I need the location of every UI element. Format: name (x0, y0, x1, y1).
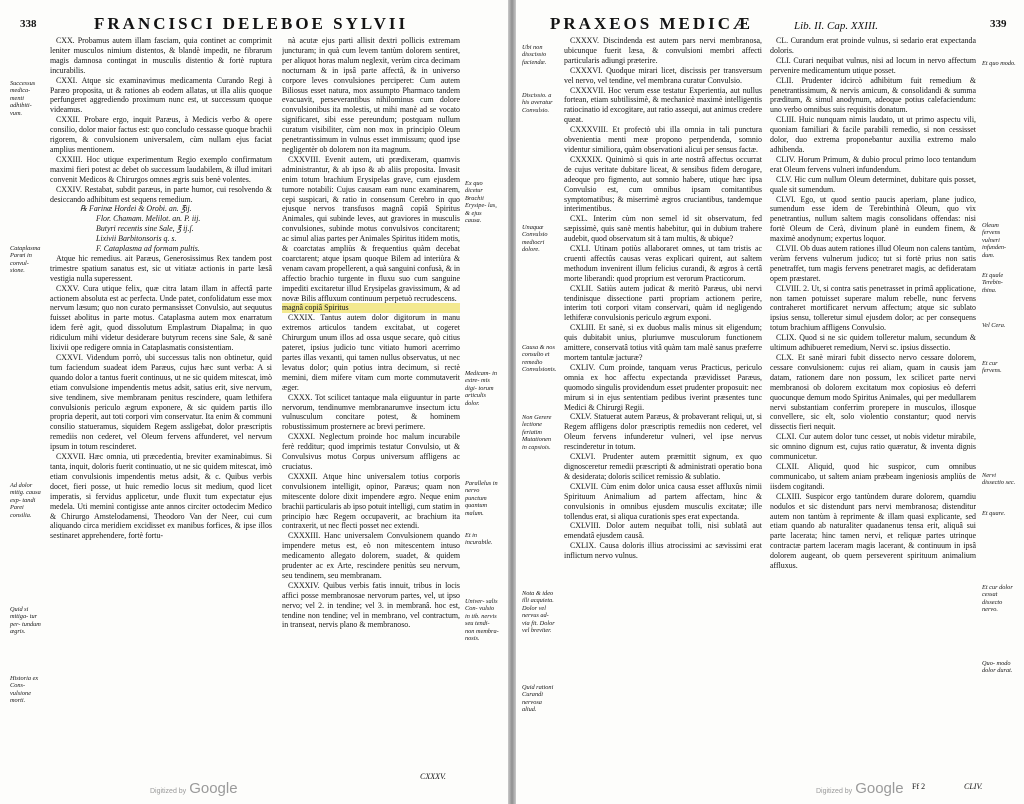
margin-note: Quo- modo dolor durat. (982, 660, 1013, 675)
paragraph: CXXIV. Restabat, subdit paræus, in parte humor, cui resolvendo & desiccando adhibitum est sequens remedium. (50, 184, 272, 204)
paragraph: CXXXV. Discindenda est autem pars nervi membranosa, ubicunque fuerit læsa, & convulsioni membri affecti particularis adiungi præterire. (564, 36, 762, 65)
margin-note: Unaquæ Convulsio mediocri dolore. (522, 224, 548, 254)
right-page (516, 0, 1024, 804)
paragraph: CXXI. Atque sic examinavimus medicamenta Curando Regi à Paræo proposita, ut & rationes ab eodem allatas, ut illa aliis quoque perfungeret aggrediendo proximum nunc est, ut successum quoque videamus. (50, 75, 272, 115)
margin-note: Nota & ideo illi acquieta. Dolor vel nervus ad- via fit. Dolor vel breviter. (522, 590, 555, 635)
paragraph: CXLIV. Cum proinde, tanquam verus Practicus, periculo omnia ex hoc affectu expectanda prævidisset Paræus, quomodo singulis providendum esset prudenter proposuit: nec mirum si in ejus sententiam pedibus iverint præsentes tunc Medici & Chirurgi Regii. (564, 362, 762, 412)
paragraph: CXXII. Probare ergo, inquit Paræus, à Medicis verbo & opere consilio, dolor maior factus est: quo concludo cessasse quoque brachii rigorem, & convulsionem universalem, cùm nullam ejus faciat amplius mentionem. (50, 115, 272, 154)
right-margin-notes (522, 44, 560, 714)
left-column-2 (282, 36, 460, 766)
paragraph: CXX. Probamus autem illam fasciam, quia continet ac comprimit leniter musculos nimium distentos, & blandè impedit, ne fibrarum magis damnosa contingat in musculis distentio & fortè ruptura incurabilis. (50, 36, 272, 75)
margin-note: Et quale Terebin- thina. (982, 272, 1004, 294)
left-column-1 (50, 36, 272, 784)
paragraph: CXXIX. Tantus autem dolor digitorum in manu extremos articulos tandem excitabat, ut cogeret Chirurgum unum illos ad ossa usque secare, quò citius pateret, ipsius judicio tunc vitiato humori acerrimo partes illas vexanti, qui tamen nullus observatus, ut nec levatus dolor; quin potius intra decimum, si rectè memini, diem mifere vitam cum morte commutaverit æger. (282, 313, 460, 392)
paragraph: CXXVIII. Evenit autem, uti prædixeram, quamvis administrantur, & ab ipso & ab aliis proposita. Invasit enim totum brachium Erysipelas grave, cum ejusdem tumore notabili: Cujus causam eam nunc examinarem, cepi suspicari, & ratio in consensum Cerebro in quo ejusque nervos transfusos magnâ copiâ Spiritus Animales, qui subinde leves, aut graviores in musculis convulsiones, subinde motus convulsivos concitarent; ac simul alias partes per Animales Spiritus itidem motis, & coarctatas ampliùs & frequentius quàm decebat coarctarent; atque ipsam quoque Bilem ad interiùra & venam cavam propellerent, a quà sanguini confusà, & in affectio brachio turgente in fluxu suo cum sanguine impediti excitaretur illud Erysipelas gravissimum, & ad novæ Bilis affluxum continuum perpetuò recrudescens. (282, 154, 460, 303)
margin-note: Et cur fervens. (982, 360, 1002, 375)
margin-note: Discissio. a his averatur Convulsio. (522, 92, 553, 114)
paragraph: CXXXVIII. Et profectò ubi illa omnia in tali punctura obvenientia menti meæ propono perpendenda, somnio videntur similiora, quàm observationi alicui per sensus factæ. (564, 125, 762, 154)
paragraph: CXXVII. Hæc omnia, uti præcedentia, breviter examinabimus. Si tanta, inquit, doloris fuerit continuatio, ut ne sic quidem mitescat, imò etiam convulsionis impendentis metus adsit, & c. Quibus verbis docet, fieri posse, ut huic remedio locus sit medium, quod licet imperatis, si fervidus applicetur, unde fluxit tum expectatur ejus medela. Uti meminì contigisse ante annos circiter octodecim Medico & Chirurgo Amstelodamensi, Theodoro Van der Neer, cui cum aliquando circa meridiem excidisset ex manibus forfices, & ipse illos sestinaret apprehendere, fortè fortu- (50, 452, 272, 541)
margin-note: Historia ex Cons- vulsione morti. (10, 675, 39, 705)
paragraph: CXXXIII. Hanc universalem Convulsionem quando impendere metus est, eò non mitescentem intuso medicamento allegato dolorem, suadet, & quidem prudenter ac ex Arte, rescindere penitùs seu nervum, seu tendinem, seu membranam. (282, 531, 460, 580)
highlighted-passage: magnâ copiâ Spiritus (282, 303, 460, 313)
paragraph: Atque hic remedius. ait Paræus, Generosissimus Rex tandem post trimestre spatium sanatus est, sic ut vitiatæ actionis in parte læsâ vestigia nulla superessent. (50, 253, 272, 283)
margin-note: Nervi dissectio sec. (982, 472, 1016, 487)
right-signature: Ff 2 (912, 782, 926, 791)
margin-note: Et in incurabile. (465, 532, 493, 547)
recipe-line: ℞ Farinæ Hordei & Orobi. an. ℥ij. (80, 204, 192, 214)
left-page-number: 338 (20, 18, 37, 30)
margin-note: Et quo modo. (982, 60, 1016, 67)
google-watermark: Digitized by Google (816, 780, 904, 797)
paragraph: CLVI. Ego, ut quod sentio paucis aperiam, plane judico, sumendum esse idem de Terebinthinà Oleum, quo vix penetrantius, nullum saltem magis consolidans offendas: nisi fortè Oleum de Cerà, divinum planè in eundem finem, & maximè anodynum; expertus loquor. (770, 194, 976, 244)
paragraph: CXXVI. Videndum porrò, ubi successus talis non obtinetur, quid tum faciendum suadeat idem Paræus, cujus hæc sunt verba: A si quando dolor a tantus fuerit continuus, ut ne sic quidem mitescat, imò etiam convulsione impendentis metus adsit, satius erit, sive nervum, sive tendinem, sive membranam penitus rescindere, quam lethifera convulsionis periculo ægrum exponere, & sic quidem partis illo propria deperit, aut toti corpori vim conservatur. Ita enim & communi consilio statueramus, siquidem Regem assligebat, dolor præscriptis remediis non cederet, vel Oleum fervens affunderet, vel nervum ipsum in totum rescinderet. (50, 353, 272, 452)
paragraph: CXLVII. Cùm enim dolor unica causa esset affluxûs nimii Spirituum Animalium ad partem affectam, hinc & convulsionis in omnibus ejusdem musculis excitatæ; ille tollendus erat, si aliqua curationis spes erat expectanda. (564, 481, 762, 521)
recipe-line: Butyri recentis sine Sale, ℥ ij.ſ. (96, 224, 194, 234)
margin-note: Medicam- in extre- mis digi- torum articulis dolor. (465, 370, 497, 407)
paragraph: CXXXI. Neglectum proinde hoc malum incurabile ferè redditur; quod imprimis testatur Convulsio, ut & Convulsivus motus Corpus universum affligens ac cruciatus. (282, 432, 460, 471)
margin-note: Non Gerere lectione feriatim Mutationen in capsiois. (522, 414, 552, 451)
paragraph: CXLIX. Causa doloris illius atrocissimi ac sævissimi erat inflictum nervo vulnus. (564, 541, 762, 561)
paragraph: CXXXII. Atque hinc universalem totius corporis convulsionem intelligit, opinor, Paræus; quam non mitescente dolore dixit impendere ægro. Neque enim brachii particularis ab ipso potuit intelligi, cum statim in principio hæc Regem occupaverit, ac brachium ita contraxerit, ut nec flecti posset nec extendi. (282, 471, 460, 531)
margin-note: Cataplasma Parœi in convul- sione. (10, 245, 41, 275)
margin-note: Et cur dolor cessat dissecto nervo. (982, 584, 1013, 614)
margin-note: Ex quo dicetur Brachii Erysipe- las, & ejus causa. (465, 180, 497, 225)
book-gutter (508, 0, 516, 804)
left-margin-notes (10, 80, 46, 705)
paragraph: CLI. Curari nequibat vulnus, nisi ad locum in nervo affectum pervenire medicamentum utique posset. (770, 55, 976, 75)
margin-note: Successus medica- menti adhibiti- vum. (10, 80, 36, 117)
recipe-line: F. Cataplasma ad formam pultis. (96, 244, 200, 254)
right-page-number: 339 (990, 18, 1007, 30)
margin-note: Causa & nos consulto et remedio Convulsionis. (522, 344, 557, 374)
recipe-line: Flor. Chamam. Melilot. an. P. iij. (96, 214, 201, 224)
paragraph: CXLI. Utinam potiùs allaboraret omnes, ut tam tristis ac cruenti affectûs causas veras explicari quirent, aut saltem methodum invenirent illum felicius curandi, & ægros à certâ morte liberandi: quod proprium est verorum Practicorum. (564, 244, 762, 283)
paragraph: CLIX. Quod si ne sic quidem tolleretur malum, secundum & ultimum adhibueret remedium, Nervi sc. ipsius dissectio. (770, 333, 976, 353)
paragraph: CLII. Prudenter idcircò adhibitum fuit remedium & penetrantissimum, & nervis amicum, & consolidandi & summa præditum, & simul anodynum, adeoque potius calefaciendum: uno verbo omnibus suis requisitis donatum. (770, 75, 976, 115)
margin-note: Parallelus in nervo punctum quantum malum. (465, 480, 498, 517)
paragraph: CXXV. Cura utique felix, quæ citra latam illam in affectâ parte actionem absoluta est ac perfecta. Unde patet, confolidatum esse mox nervum læsum; quo non curato permansisset Convulsio, aut sequutus fuisset abolitus in parte motus. Cataplasma autem mox enarratum idem ferè agit, quod dissolutum Emplastrum Diapalma; in quo ridiculum mihi videtur desiderare butyrum recens sine Sale, & sanè lixivii ope redigere omnia in Cataplasmatis consistentiam. (50, 283, 272, 353)
margin-note: Vel Cera. (982, 322, 1006, 329)
paragraph: CLV. Hic cum nullum Oleum determinet, dubitare quis posset, quale sit sumendum. (770, 174, 976, 194)
margin-note: Oleum fervens vulneri infunden- dum. (982, 222, 1007, 259)
margin-note: Univer- salis Con- vulsio in tib. nervis seu tendi- non membra- nosis. (465, 598, 499, 643)
paragraph: CXLIII. Et sanè, si ex duobus malis minus sit eligendum; quis dubitabit unius, pluriumve musculorum functionem amittere, conservatâ totius vitâ quàm tam malè sanus præferre mortem tantulæ jacturæ? (564, 323, 762, 362)
right-catchword: CLIV. (964, 782, 983, 791)
left-inner-margin-notes (465, 180, 503, 660)
recipe-line: Lixivii Barbitonsoris q. s. (96, 234, 177, 244)
margin-note: Quid si mitiga- tur per- tundum ægris. (10, 606, 41, 636)
paragraph: CXXXIV. Quibus verbis fatis innuit, tribus in locis affici posse membranosae nervorum partes, vel, ut ipso nervo; vel 2. in tendine; vel 3. in membranâ. hoc est, tendine non tendine; vel in membrano, vel contractum, in transeat, nervis plano & membranoso. (282, 580, 460, 630)
paragraph: CXLVIII. Dolor autem nequibat tolli, nisi sublatâ aut emendatâ ejusdem causâ. (564, 521, 762, 541)
right-column-2 (770, 36, 976, 788)
paragraph: CLIII. Huic nunquam nimis laudato, ut ut primo aspectu vili, quoniam familiari & facile parabili remedio, si non cessisset dolor, duo extrema proponebantur auxilia extremo malo adhibenda. (770, 115, 976, 154)
margin-note: Et quare. (982, 510, 1006, 517)
paragraph: CXXXIX. Quinimò si quis in arte nostrâ affectus occurrat de cujus veritate dubitare liceat, & sensibus fidem derogare, adeoque pro figmento, aut somnio habere, utique hæc ipsa Convulsio est, cum omnibus ipsam comitantibus symptomatibus; & miserrimè ægros cruciantibus, tandemque interimentibus. (564, 154, 762, 214)
paragraph: CXL. Interim cùm non semel id sit observatum, fed sæpissimè, quis sanè mentis habebitur, qui in dubium trahere audebit, quod observatum sit à tam multis, & ubique? (564, 214, 762, 244)
paragraph: CLXII. Aliquid, quod hic suspicor, cum omnibus communicabo, ut saltem aniam præbeam ingeniosis ampliùs de iisdem cogitandi. (770, 461, 976, 491)
paragraph: CL. Curandum erat proinde vulnus, si sedario erat expectanda doloris. (770, 36, 976, 55)
google-watermark: Digitized by Google (150, 780, 238, 797)
margin-note: Ad dolor mitig. causa exp- tandi Parei consilia. (10, 482, 41, 519)
paragraph: CXXX. Tot scilicet tantaque mala eiiguuntur in parte nervorum, tendinumve membranarumve insectum ictu vulnusculum concitare potest, & hominem robustissimum prosternere ac brevi perimere. (282, 392, 460, 432)
left-running-head: FRANCISCI DELEBOE SYLVII (94, 14, 409, 33)
paragraph: CLX. Et sanè mirari fubit dissecto nervo cessare dolorem, cessare convulsionem: cujus rei aliam, quam in causis jam datam, rationem dare non possum, lex scilicet parte nervi membranosi ob dolorem excitatum mox copiosius eò deferri quocunque demum modo Spiritus Animales, qui per medullarem nervi substantiam conferrim prorepere in musculos, illosque convellere, sic elt, solo violentio constantur; quod nervis dissectis fieri nequit. (770, 353, 976, 432)
paragraph: CXXIII. Hoc utique experimentum Regio exemplo confirmatum maximi fieri potest ac debet ob successum laudabilem, & illud imitari convenit Medicos & Chirurgos omnes ægris suis benè volentes. (50, 154, 272, 184)
paragraph: CXXXVI. Quodque mirari licet, discissis per transversum vel nervo, vel tendine, vel membrana curatur Convulsio. (564, 65, 762, 85)
margin-note: Quid rationi Curandi nervosa aliud. (522, 684, 554, 714)
right-running-head: PRAXEOS MEDICÆ (550, 14, 754, 33)
paragraph: CXXXVII. Hoc verum esse testatur Experientia, aut nullus fortean, etiam subtilissimè, & mechanicè maximè intelligentis ratiocinatio id excogitare, aut ratio assequi, aut animus credere queat. (564, 85, 762, 125)
left-page (0, 0, 508, 804)
paragraph: CLIV. Horum Primum, & dubio procul primo loco tentandum erat Oleum fervens vulneri infundendum. (770, 154, 976, 174)
margin-note: Ubi non disscissio faciendæ. (522, 44, 547, 66)
paragraph: CXLII. Satiùs autem judicat & meritò Paræus, ubi nervi tendinisque dissectione parti propriam actionem perire, interim toti corpori vitam conservari, quàm id negligendo lethiferæ convulsionis periculo ægrum exponi. (564, 283, 762, 323)
paragraph: CLXIII. Suspicor ergo tantùndem durare dolorem, quamdiu nodulos et sic distendunt pars nervi membranosa; distenditur autem non tantùm à reprimente & illam quasi explicante, sed etiam quando ab naturaliter quadanenus tensa erit, aliquâ sui parte lacerata; hinc tamen nervi, et reliquæ partes utrinque contractæ partem laceram magis lacerant, & continuum in ipsâ dolorem augeant, ob quem perseverent spirituum animalium affluxus. (770, 491, 976, 571)
paragraph: nà acutæ ejus parti allisit dextri pollicis extremam juncturam; in quà cum levem tantùm dolorem sentiret, per aliquot horas malum neglexit, verùm circa decimam nocturnam & in ipsâ parte affectâ, & in universo corpore leves convulsiones perciperet: Cum autem Biliosus esset natura, mox assumpto Pharmaco tandem evacuavit, perseverantibus nihilominus cum dolore convulsionibus ita molestis, ut mihi manè ad se vocato significaret, sibi esse pereundum; postquam nullum curatum visibiliter, cùm non mox in principio Oleum penetrantissimum in vulnus esset immissum; quod ipse negligentèr ob dolorem non ita magnum. (282, 36, 460, 154)
right-outer-margin-notes (982, 60, 1020, 740)
right-column-1 (564, 36, 762, 788)
paragraph: CLVII. Ob duas autem rationes illud Oleum non calens tantùm, verùm fervens vulnerum judico; tut si fortè prius non satis penetraffet, tum magis fervens penetraret magis, ac defideratam opem præstaret. (770, 244, 976, 283)
left-catchword: CXXXV. (420, 772, 446, 781)
paragraph: CXLV. Statuerat autem Paræus, & probaverant reliqui, ut, si Regem affligens dolor præscriptis remediis non cederet, vel Oleum fervens infunderetur vulneri, vel ipse nervus rescinderetur in totum. (564, 412, 762, 452)
paragraph: CLXI. Cur autem dolor tunc cesset, ut nobis videtur mirabile, sic omnino dignum est, cujus ratio quæratur, & inventa dignis communicetur. (770, 432, 976, 462)
paragraph: CXLVI. Prudenter autem præmittit signum, ex quo dignosceretur remedii præscripti & administrati operatio bona & desiderata; doloris scilicet remissio & sublatio. (564, 452, 762, 481)
paragraph: CLVIII. 2. Ut, si contra satis penetrasset in primâ applicatione, non tamen potuisset superare malum rebelle, nunc fervens contraheret mortificaret nervum affectum; atque sic sublato ipsius sensu, tolleretur simul ejusdem dolor; ac per consequens totum brachium affligens Convulsio. (770, 283, 976, 333)
right-lib-info: Lib. II. Cap. XXIII. (794, 20, 879, 32)
